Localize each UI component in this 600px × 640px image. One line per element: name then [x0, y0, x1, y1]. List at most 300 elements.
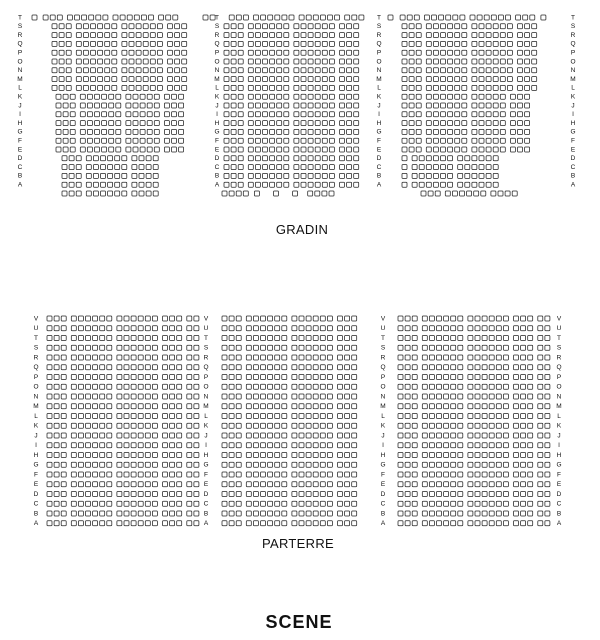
- seat-gradin-center-B[interactable]: [308, 173, 313, 178]
- seat-parterre-center-Q[interactable]: [306, 365, 311, 370]
- seat-parterre-left-L[interactable]: [170, 414, 175, 419]
- seat-parterre-center-L[interactable]: [338, 414, 343, 419]
- seat-gradin-left-T[interactable]: [32, 15, 37, 20]
- seat-parterre-right-Q[interactable]: [405, 365, 410, 370]
- seat-parterre-left-M[interactable]: [131, 404, 136, 409]
- seat-parterre-right-N[interactable]: [405, 394, 410, 399]
- seat-gradin-center-extra[interactable]: [229, 191, 234, 196]
- seat-gradin-left-J[interactable]: [179, 103, 184, 108]
- seat-gradin-left-K[interactable]: [95, 94, 100, 99]
- seat-parterre-center-J[interactable]: [282, 433, 287, 438]
- seat-gradin-right-O[interactable]: [448, 59, 453, 64]
- seat-gradin-right-P[interactable]: [507, 50, 512, 55]
- seat-gradin-left-M[interactable]: [76, 77, 81, 82]
- seat-gradin-left-Q[interactable]: [150, 41, 155, 46]
- seat-parterre-center-O[interactable]: [352, 384, 357, 389]
- seat-parterre-right-M[interactable]: [405, 404, 410, 409]
- seat-parterre-left-I[interactable]: [124, 443, 129, 448]
- seat-gradin-left-N[interactable]: [143, 68, 148, 73]
- seat-parterre-center-P[interactable]: [275, 375, 280, 380]
- seat-parterre-right-R[interactable]: [475, 355, 480, 360]
- seat-gradin-center-G[interactable]: [308, 129, 313, 134]
- seat-gradin-right-O[interactable]: [479, 59, 484, 64]
- seat-gradin-left-R[interactable]: [76, 33, 81, 38]
- seat-gradin-right-M[interactable]: [518, 77, 523, 82]
- seat-parterre-left-A[interactable]: [177, 521, 182, 526]
- seat-parterre-center-U[interactable]: [236, 326, 241, 331]
- seat-gradin-left-F[interactable]: [133, 138, 138, 143]
- seat-parterre-right-B[interactable]: [489, 511, 494, 516]
- seat-parterre-center-E[interactable]: [327, 482, 332, 487]
- seat-gradin-center-N[interactable]: [277, 68, 282, 73]
- seat-gradin-center-N[interactable]: [294, 68, 299, 73]
- seat-parterre-left-I[interactable]: [54, 443, 59, 448]
- seat-parterre-center-G[interactable]: [320, 462, 325, 467]
- seat-gradin-right-J[interactable]: [433, 103, 438, 108]
- seat-gradin-right-extra[interactable]: [428, 191, 433, 196]
- seat-parterre-left-Q[interactable]: [93, 365, 98, 370]
- seat-gradin-center-D[interactable]: [308, 156, 313, 161]
- seat-parterre-right-U[interactable]: [458, 326, 463, 331]
- seat-parterre-left-R[interactable]: [194, 355, 199, 360]
- seat-gradin-center-A[interactable]: [354, 182, 359, 187]
- seat-gradin-left-K[interactable]: [179, 94, 184, 99]
- seat-gradin-left-M[interactable]: [83, 77, 88, 82]
- seat-parterre-right-T[interactable]: [468, 336, 473, 341]
- seat-parterre-left-M[interactable]: [177, 404, 182, 409]
- seat-parterre-left-M[interactable]: [71, 404, 76, 409]
- seat-gradin-left-G[interactable]: [140, 129, 145, 134]
- seat-parterre-center-K[interactable]: [292, 423, 297, 428]
- seat-parterre-left-A[interactable]: [170, 521, 175, 526]
- seat-parterre-right-O[interactable]: [422, 384, 427, 389]
- seat-parterre-left-O[interactable]: [107, 384, 112, 389]
- seat-parterre-right-F[interactable]: [468, 472, 473, 477]
- seat-parterre-left-A[interactable]: [107, 521, 112, 526]
- seat-gradin-center-K[interactable]: [224, 94, 229, 99]
- seat-gradin-center-H[interactable]: [231, 121, 236, 126]
- seat-gradin-right-C[interactable]: [465, 165, 470, 170]
- seat-gradin-right-D[interactable]: [412, 156, 417, 161]
- seat-gradin-right-N[interactable]: [472, 68, 477, 73]
- seat-parterre-left-S[interactable]: [61, 345, 66, 350]
- seat-gradin-center-B[interactable]: [255, 173, 260, 178]
- seat-parterre-left-B[interactable]: [93, 511, 98, 516]
- seat-gradin-right-extra[interactable]: [467, 191, 472, 196]
- seat-gradin-right-C[interactable]: [493, 165, 498, 170]
- seat-gradin-right-P[interactable]: [433, 50, 438, 55]
- seat-parterre-center-F[interactable]: [292, 472, 297, 477]
- seat-gradin-left-T[interactable]: [134, 15, 139, 20]
- seat-gradin-center-C[interactable]: [322, 165, 327, 170]
- seat-parterre-center-P[interactable]: [320, 375, 325, 380]
- seat-gradin-center-Q[interactable]: [322, 41, 327, 46]
- seat-parterre-center-G[interactable]: [246, 462, 251, 467]
- seat-parterre-left-C[interactable]: [93, 501, 98, 506]
- seat-gradin-center-H[interactable]: [347, 121, 352, 126]
- seat-gradin-center-K[interactable]: [347, 94, 352, 99]
- seat-gradin-right-Q[interactable]: [486, 41, 491, 46]
- seat-parterre-center-G[interactable]: [292, 462, 297, 467]
- seat-parterre-center-V[interactable]: [338, 316, 343, 321]
- seat-parterre-center-U[interactable]: [352, 326, 357, 331]
- seat-parterre-left-B[interactable]: [61, 511, 66, 516]
- seat-parterre-right-G[interactable]: [545, 462, 550, 467]
- seat-parterre-right-M[interactable]: [451, 404, 456, 409]
- seat-gradin-left-S[interactable]: [129, 24, 134, 29]
- seat-parterre-center-E[interactable]: [236, 482, 241, 487]
- seat-parterre-right-A[interactable]: [437, 521, 442, 526]
- seat-gradin-left-R[interactable]: [112, 33, 117, 38]
- seat-gradin-left-L[interactable]: [157, 85, 162, 90]
- seat-gradin-left-D[interactable]: [132, 156, 137, 161]
- seat-gradin-center-Q[interactable]: [277, 41, 282, 46]
- seat-parterre-center-V[interactable]: [253, 316, 258, 321]
- seat-parterre-left-V[interactable]: [145, 316, 150, 321]
- seat-parterre-right-V[interactable]: [468, 316, 473, 321]
- seat-gradin-center-E[interactable]: [277, 147, 282, 152]
- seat-parterre-left-F[interactable]: [100, 472, 105, 477]
- seat-parterre-center-H[interactable]: [236, 453, 241, 458]
- seat-parterre-right-O[interactable]: [405, 384, 410, 389]
- seat-gradin-center-S[interactable]: [322, 24, 327, 29]
- seat-gradin-center-J[interactable]: [308, 103, 313, 108]
- seat-parterre-center-P[interactable]: [352, 375, 357, 380]
- seat-gradin-right-L[interactable]: [479, 85, 484, 90]
- seat-gradin-right-Q[interactable]: [416, 41, 421, 46]
- seat-gradin-center-N[interactable]: [248, 68, 253, 73]
- seat-gradin-right-H[interactable]: [448, 121, 453, 126]
- seat-parterre-center-B[interactable]: [222, 511, 227, 516]
- seat-gradin-center-O[interactable]: [263, 59, 268, 64]
- seat-parterre-center-I[interactable]: [268, 443, 273, 448]
- seat-gradin-left-K[interactable]: [133, 94, 138, 99]
- seat-gradin-center-C[interactable]: [255, 165, 260, 170]
- seat-parterre-left-I[interactable]: [152, 443, 157, 448]
- seat-parterre-right-T[interactable]: [422, 336, 427, 341]
- seat-gradin-left-H[interactable]: [56, 121, 61, 126]
- seat-parterre-left-S[interactable]: [100, 345, 105, 350]
- seat-gradin-left-F[interactable]: [102, 138, 107, 143]
- seat-gradin-right-T[interactable]: [516, 15, 521, 20]
- seat-parterre-right-L[interactable]: [398, 414, 403, 419]
- seat-gradin-left-P[interactable]: [175, 50, 180, 55]
- seat-parterre-right-D[interactable]: [503, 492, 508, 497]
- seat-parterre-left-C[interactable]: [86, 501, 91, 506]
- seat-parterre-left-J[interactable]: [47, 433, 52, 438]
- seat-gradin-center-L[interactable]: [284, 85, 289, 90]
- seat-parterre-center-Q[interactable]: [229, 365, 234, 370]
- seat-gradin-center-L[interactable]: [294, 85, 299, 90]
- seat-parterre-center-J[interactable]: [313, 433, 318, 438]
- seat-parterre-right-J[interactable]: [398, 433, 403, 438]
- seat-gradin-center-P[interactable]: [294, 50, 299, 55]
- seat-parterre-right-V[interactable]: [496, 316, 501, 321]
- seat-parterre-center-M[interactable]: [253, 404, 258, 409]
- seat-gradin-center-Q[interactable]: [354, 41, 359, 46]
- seat-gradin-center-B[interactable]: [277, 173, 282, 178]
- seat-parterre-right-B[interactable]: [398, 511, 403, 516]
- seat-gradin-left-F[interactable]: [154, 138, 159, 143]
- seat-parterre-left-Q[interactable]: [61, 365, 66, 370]
- seat-parterre-right-U[interactable]: [451, 326, 456, 331]
- seat-gradin-right-C[interactable]: [458, 165, 463, 170]
- seat-gradin-center-E[interactable]: [347, 147, 352, 152]
- seat-parterre-right-I[interactable]: [528, 443, 533, 448]
- seat-parterre-right-F[interactable]: [444, 472, 449, 477]
- seat-parterre-center-O[interactable]: [292, 384, 297, 389]
- seat-gradin-right-A[interactable]: [486, 182, 491, 187]
- seat-parterre-left-E[interactable]: [131, 482, 136, 487]
- seat-parterre-center-E[interactable]: [222, 482, 227, 487]
- seat-parterre-center-R[interactable]: [246, 355, 251, 360]
- seat-gradin-center-extra[interactable]: [308, 191, 313, 196]
- seat-gradin-left-M[interactable]: [105, 77, 110, 82]
- seat-parterre-right-J[interactable]: [451, 433, 456, 438]
- seat-parterre-left-N[interactable]: [100, 394, 105, 399]
- seat-parterre-right-M[interactable]: [468, 404, 473, 409]
- seat-gradin-right-J[interactable]: [448, 103, 453, 108]
- seat-parterre-center-D[interactable]: [327, 492, 332, 497]
- seat-parterre-right-I[interactable]: [444, 443, 449, 448]
- seat-parterre-right-M[interactable]: [429, 404, 434, 409]
- seat-parterre-center-E[interactable]: [292, 482, 297, 487]
- seat-gradin-center-R[interactable]: [322, 33, 327, 38]
- seat-parterre-right-M[interactable]: [398, 404, 403, 409]
- seat-gradin-right-O[interactable]: [426, 59, 431, 64]
- seat-gradin-center-P[interactable]: [277, 50, 282, 55]
- seat-gradin-center-R[interactable]: [340, 33, 345, 38]
- seat-gradin-left-P[interactable]: [168, 50, 173, 55]
- seat-gradin-right-K[interactable]: [433, 94, 438, 99]
- seat-gradin-center-G[interactable]: [329, 129, 334, 134]
- seat-gradin-right-P[interactable]: [455, 50, 460, 55]
- seat-gradin-center-J[interactable]: [248, 103, 253, 108]
- seat-gradin-left-R[interactable]: [182, 33, 187, 38]
- seat-gradin-right-C[interactable]: [412, 165, 417, 170]
- seat-parterre-left-C[interactable]: [138, 501, 143, 506]
- seat-gradin-left-S[interactable]: [76, 24, 81, 29]
- seat-parterre-right-J[interactable]: [538, 433, 543, 438]
- seat-parterre-right-G[interactable]: [489, 462, 494, 467]
- seat-parterre-right-O[interactable]: [451, 384, 456, 389]
- seat-gradin-right-N[interactable]: [455, 68, 460, 73]
- seat-gradin-left-I[interactable]: [172, 112, 177, 117]
- seat-parterre-center-B[interactable]: [246, 511, 251, 516]
- seat-parterre-right-G[interactable]: [468, 462, 473, 467]
- seat-gradin-right-A[interactable]: [458, 182, 463, 187]
- seat-parterre-center-V[interactable]: [320, 316, 325, 321]
- seat-parterre-right-T[interactable]: [475, 336, 480, 341]
- seat-gradin-center-S[interactable]: [224, 24, 229, 29]
- seat-gradin-left-E[interactable]: [164, 147, 169, 152]
- seat-gradin-right-C[interactable]: [486, 165, 491, 170]
- seat-parterre-right-S[interactable]: [398, 345, 403, 350]
- seat-gradin-center-Q[interactable]: [347, 41, 352, 46]
- seat-parterre-left-V[interactable]: [177, 316, 182, 321]
- seat-gradin-center-T[interactable]: [236, 15, 241, 20]
- seat-parterre-center-C[interactable]: [229, 501, 234, 506]
- seat-parterre-center-A[interactable]: [345, 521, 350, 526]
- seat-parterre-right-Q[interactable]: [514, 365, 519, 370]
- seat-gradin-right-G[interactable]: [493, 129, 498, 134]
- seat-parterre-center-Q[interactable]: [345, 365, 350, 370]
- seat-parterre-right-D[interactable]: [496, 492, 501, 497]
- seat-gradin-right-H[interactable]: [525, 121, 530, 126]
- seat-parterre-right-H[interactable]: [545, 453, 550, 458]
- seat-parterre-left-D[interactable]: [93, 492, 98, 497]
- seat-gradin-right-extra[interactable]: [512, 191, 517, 196]
- seat-gradin-right-D[interactable]: [458, 156, 463, 161]
- seat-parterre-left-V[interactable]: [47, 316, 52, 321]
- seat-parterre-right-L[interactable]: [482, 414, 487, 419]
- seat-gradin-center-N[interactable]: [329, 68, 334, 73]
- seat-parterre-right-K[interactable]: [437, 423, 442, 428]
- seat-parterre-right-R[interactable]: [521, 355, 526, 360]
- seat-parterre-right-N[interactable]: [496, 394, 501, 399]
- seat-gradin-right-Q[interactable]: [402, 41, 407, 46]
- seat-gradin-left-extra[interactable]: [69, 191, 74, 196]
- seat-gradin-left-G[interactable]: [126, 129, 131, 134]
- seat-gradin-left-P[interactable]: [143, 50, 148, 55]
- seat-gradin-left-N[interactable]: [66, 68, 71, 73]
- seat-parterre-right-I[interactable]: [422, 443, 427, 448]
- seat-parterre-left-S[interactable]: [187, 345, 192, 350]
- seat-gradin-center-C[interactable]: [294, 165, 299, 170]
- seat-gradin-center-T[interactable]: [306, 15, 311, 20]
- seat-parterre-right-I[interactable]: [437, 443, 442, 448]
- seat-gradin-left-J[interactable]: [95, 103, 100, 108]
- seat-gradin-right-A[interactable]: [433, 182, 438, 187]
- seat-parterre-center-M[interactable]: [261, 404, 266, 409]
- seat-gradin-left-J[interactable]: [80, 103, 85, 108]
- seat-gradin-right-K[interactable]: [416, 94, 421, 99]
- seat-parterre-center-K[interactable]: [246, 423, 251, 428]
- seat-gradin-left-O[interactable]: [66, 59, 71, 64]
- seat-gradin-center-C[interactable]: [238, 165, 243, 170]
- seat-gradin-center-R[interactable]: [277, 33, 282, 38]
- seat-gradin-left-J[interactable]: [154, 103, 159, 108]
- seat-gradin-left-H[interactable]: [87, 121, 92, 126]
- seat-parterre-left-A[interactable]: [86, 521, 91, 526]
- seat-parterre-right-M[interactable]: [514, 404, 519, 409]
- seat-gradin-center-T[interactable]: [261, 15, 266, 20]
- seat-parterre-left-L[interactable]: [100, 414, 105, 419]
- seat-parterre-center-J[interactable]: [306, 433, 311, 438]
- seat-gradin-right-F[interactable]: [493, 138, 498, 143]
- seat-gradin-right-K[interactable]: [448, 94, 453, 99]
- seat-parterre-center-G[interactable]: [282, 462, 287, 467]
- seat-gradin-center-B[interactable]: [248, 173, 253, 178]
- seat-gradin-right-E[interactable]: [493, 147, 498, 152]
- seat-gradin-left-Q[interactable]: [59, 41, 64, 46]
- seat-gradin-right-N[interactable]: [479, 68, 484, 73]
- seat-gradin-center-A[interactable]: [263, 182, 268, 187]
- seat-gradin-center-N[interactable]: [224, 68, 229, 73]
- seat-gradin-left-S[interactable]: [52, 24, 57, 29]
- seat-gradin-left-M[interactable]: [59, 77, 64, 82]
- seat-parterre-right-U[interactable]: [545, 326, 550, 331]
- seat-gradin-center-A[interactable]: [347, 182, 352, 187]
- seat-parterre-left-O[interactable]: [187, 384, 192, 389]
- seat-parterre-right-U[interactable]: [482, 326, 487, 331]
- seat-parterre-center-U[interactable]: [299, 326, 304, 331]
- seat-parterre-center-M[interactable]: [222, 404, 227, 409]
- seat-parterre-left-U[interactable]: [86, 326, 91, 331]
- seat-parterre-center-I[interactable]: [275, 443, 280, 448]
- seat-parterre-left-R[interactable]: [47, 355, 52, 360]
- seat-gradin-right-J[interactable]: [493, 103, 498, 108]
- seat-gradin-center-I[interactable]: [329, 112, 334, 117]
- seat-parterre-center-F[interactable]: [229, 472, 234, 477]
- seat-parterre-left-N[interactable]: [93, 394, 98, 399]
- seat-parterre-right-T[interactable]: [405, 336, 410, 341]
- seat-gradin-left-G[interactable]: [56, 129, 61, 134]
- seat-gradin-left-J[interactable]: [133, 103, 138, 108]
- seat-gradin-center-S[interactable]: [231, 24, 236, 29]
- seat-gradin-center-L[interactable]: [301, 85, 306, 90]
- seat-gradin-center-H[interactable]: [238, 121, 243, 126]
- seat-parterre-left-R[interactable]: [177, 355, 182, 360]
- seat-gradin-right-M[interactable]: [500, 77, 505, 82]
- seat-gradin-left-T[interactable]: [57, 15, 62, 20]
- seat-gradin-left-S[interactable]: [91, 24, 96, 29]
- seat-parterre-left-S[interactable]: [177, 345, 182, 350]
- seat-gradin-right-A[interactable]: [402, 182, 407, 187]
- seat-gradin-right-M[interactable]: [416, 77, 421, 82]
- seat-gradin-center-O[interactable]: [277, 59, 282, 64]
- seat-parterre-left-T[interactable]: [145, 336, 150, 341]
- seat-parterre-left-A[interactable]: [163, 521, 168, 526]
- seat-parterre-center-J[interactable]: [246, 433, 251, 438]
- seat-gradin-right-L[interactable]: [441, 85, 446, 90]
- seat-gradin-left-O[interactable]: [76, 59, 81, 64]
- seat-gradin-center-extra[interactable]: [322, 191, 327, 196]
- seat-gradin-center-T[interactable]: [275, 15, 280, 20]
- seat-parterre-right-C[interactable]: [482, 501, 487, 506]
- seat-gradin-center-P[interactable]: [347, 50, 352, 55]
- seat-gradin-left-K[interactable]: [80, 94, 85, 99]
- seat-parterre-left-R[interactable]: [152, 355, 157, 360]
- seat-parterre-right-R[interactable]: [482, 355, 487, 360]
- seat-parterre-right-T[interactable]: [412, 336, 417, 341]
- seat-parterre-left-P[interactable]: [107, 375, 112, 380]
- seat-gradin-left-extra[interactable]: [132, 191, 137, 196]
- seat-gradin-left-E[interactable]: [133, 147, 138, 152]
- seat-gradin-left-C[interactable]: [93, 165, 98, 170]
- seat-gradin-center-K[interactable]: [277, 94, 282, 99]
- seat-gradin-right-O[interactable]: [486, 59, 491, 64]
- seat-gradin-center-C[interactable]: [231, 165, 236, 170]
- seat-gradin-right-I[interactable]: [441, 112, 446, 117]
- seat-gradin-right-J[interactable]: [500, 103, 505, 108]
- seat-parterre-center-E[interactable]: [275, 482, 280, 487]
- seat-gradin-center-G[interactable]: [347, 129, 352, 134]
- seat-parterre-center-H[interactable]: [320, 453, 325, 458]
- seat-parterre-right-L[interactable]: [503, 414, 508, 419]
- seat-gradin-left-O[interactable]: [83, 59, 88, 64]
- seat-gradin-right-Q[interactable]: [409, 41, 414, 46]
- seat-parterre-left-D[interactable]: [100, 492, 105, 497]
- seat-parterre-right-G[interactable]: [405, 462, 410, 467]
- seat-parterre-center-F[interactable]: [222, 472, 227, 477]
- seat-parterre-right-T[interactable]: [545, 336, 550, 341]
- seat-gradin-left-B[interactable]: [76, 173, 81, 178]
- seat-gradin-right-Q[interactable]: [518, 41, 523, 46]
- seat-parterre-right-I[interactable]: [503, 443, 508, 448]
- seat-parterre-right-I[interactable]: [468, 443, 473, 448]
- seat-parterre-right-V[interactable]: [514, 316, 519, 321]
